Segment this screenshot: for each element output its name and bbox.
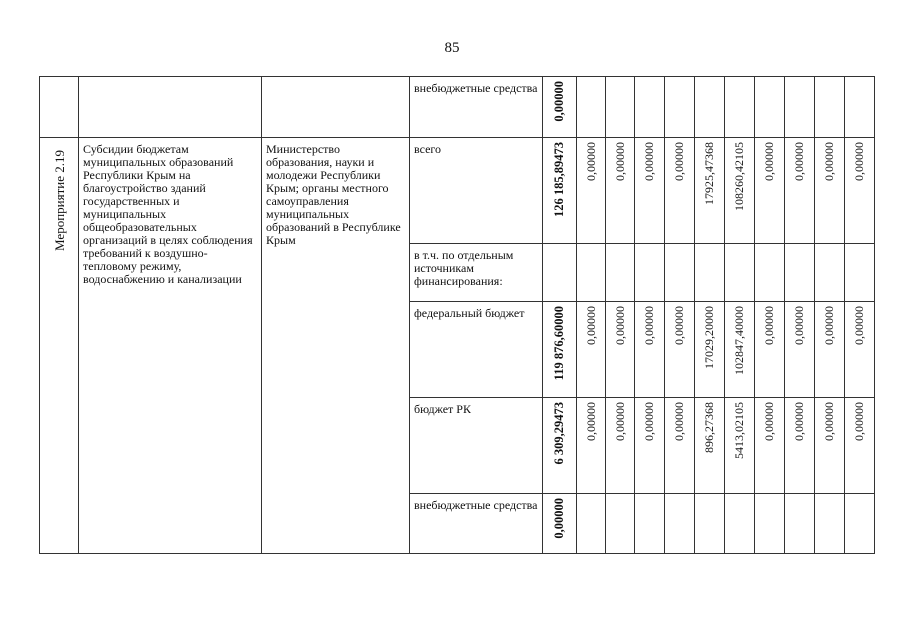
value-cell: 0,00000 xyxy=(577,138,606,244)
table-row xyxy=(40,77,875,138)
value-cell: 0,00000 xyxy=(665,398,695,494)
value-cell: 0,00000 xyxy=(606,302,635,398)
value-cell: 0,00000 xyxy=(755,398,785,494)
value-cell: 0,00000 xyxy=(665,138,695,244)
value-cell: 0,00000 xyxy=(815,302,845,398)
value-cell: 896,27368 xyxy=(695,398,725,494)
value-cell: 0,00000 xyxy=(665,302,695,398)
total-cell: 0,00000 xyxy=(543,77,577,138)
value-cell: 0,00000 xyxy=(755,302,785,398)
value-cell: 0,00000 xyxy=(785,138,815,244)
value-cell: 0,00000 xyxy=(815,398,845,494)
total-cell: 119 876,60000 xyxy=(543,302,577,398)
value-cell: 0,00000 xyxy=(606,138,635,244)
value-cell: 0,00000 xyxy=(815,138,845,244)
value-cell: 0,00000 xyxy=(845,302,875,398)
value-cell: 0,00000 xyxy=(606,398,635,494)
event-cell-empty xyxy=(40,77,79,138)
value-cell: 0,00000 xyxy=(845,398,875,494)
table-row xyxy=(40,138,875,244)
source-cell: внебюджетные средства xyxy=(410,494,543,554)
total-cell: 126 185,89473 xyxy=(543,138,577,244)
value-cell: 102847,40000 xyxy=(725,302,755,398)
value-cell: 0,00000 xyxy=(635,302,665,398)
source-cell: внебюджетные средства xyxy=(410,77,543,138)
event-executor-cell xyxy=(262,138,410,554)
source-cell: бюджет РК xyxy=(410,398,543,494)
value-cell: 17925,47368 xyxy=(695,138,725,244)
value-cell: 108260,42105 xyxy=(725,138,755,244)
value-cell: 0,00000 xyxy=(785,302,815,398)
event-executor: Министерство образования, науки и молодежи Республики Крым; органы местного самоуправления муниципальных образований в Республике Крым xyxy=(266,142,401,247)
page-number: 85 xyxy=(444,40,460,56)
source-cell: федеральный бюджет xyxy=(410,302,543,398)
value-cell: 17029,20000 xyxy=(695,302,725,398)
event-description-cell xyxy=(79,138,262,554)
value-cell: 0,00000 xyxy=(577,398,606,494)
value-cell: 0,00000 xyxy=(635,138,665,244)
financing-table xyxy=(39,76,875,554)
source-cell: всего xyxy=(410,138,543,244)
value-cell: 0,00000 xyxy=(785,398,815,494)
event-description: Субсидии бюджетам муниципальных образований Республики Крым на благоустройство зданий государственных и муниципальных общеобразовательных организаций в целях соблюдения требований к воздушно-тепловому режиму, водоснабжению и канализации xyxy=(83,142,253,286)
value-cell: 5413,02105 xyxy=(725,398,755,494)
total-cell: 6 309,29473 xyxy=(543,398,577,494)
description-cell-empty xyxy=(79,77,262,138)
executor-cell-empty xyxy=(262,77,410,138)
event-label-cell xyxy=(40,138,79,554)
value-cell: 0,00000 xyxy=(755,138,785,244)
source-cell: в т.ч. по отдельным источникам финансирования: xyxy=(410,244,543,302)
value-cell: 0,00000 xyxy=(577,302,606,398)
total-cell: 0,00000 xyxy=(543,494,577,554)
value-cell: 0,00000 xyxy=(635,398,665,494)
value-cell: 0,00000 xyxy=(845,138,875,244)
event-label: Мероприятие 2.19 xyxy=(51,150,67,251)
